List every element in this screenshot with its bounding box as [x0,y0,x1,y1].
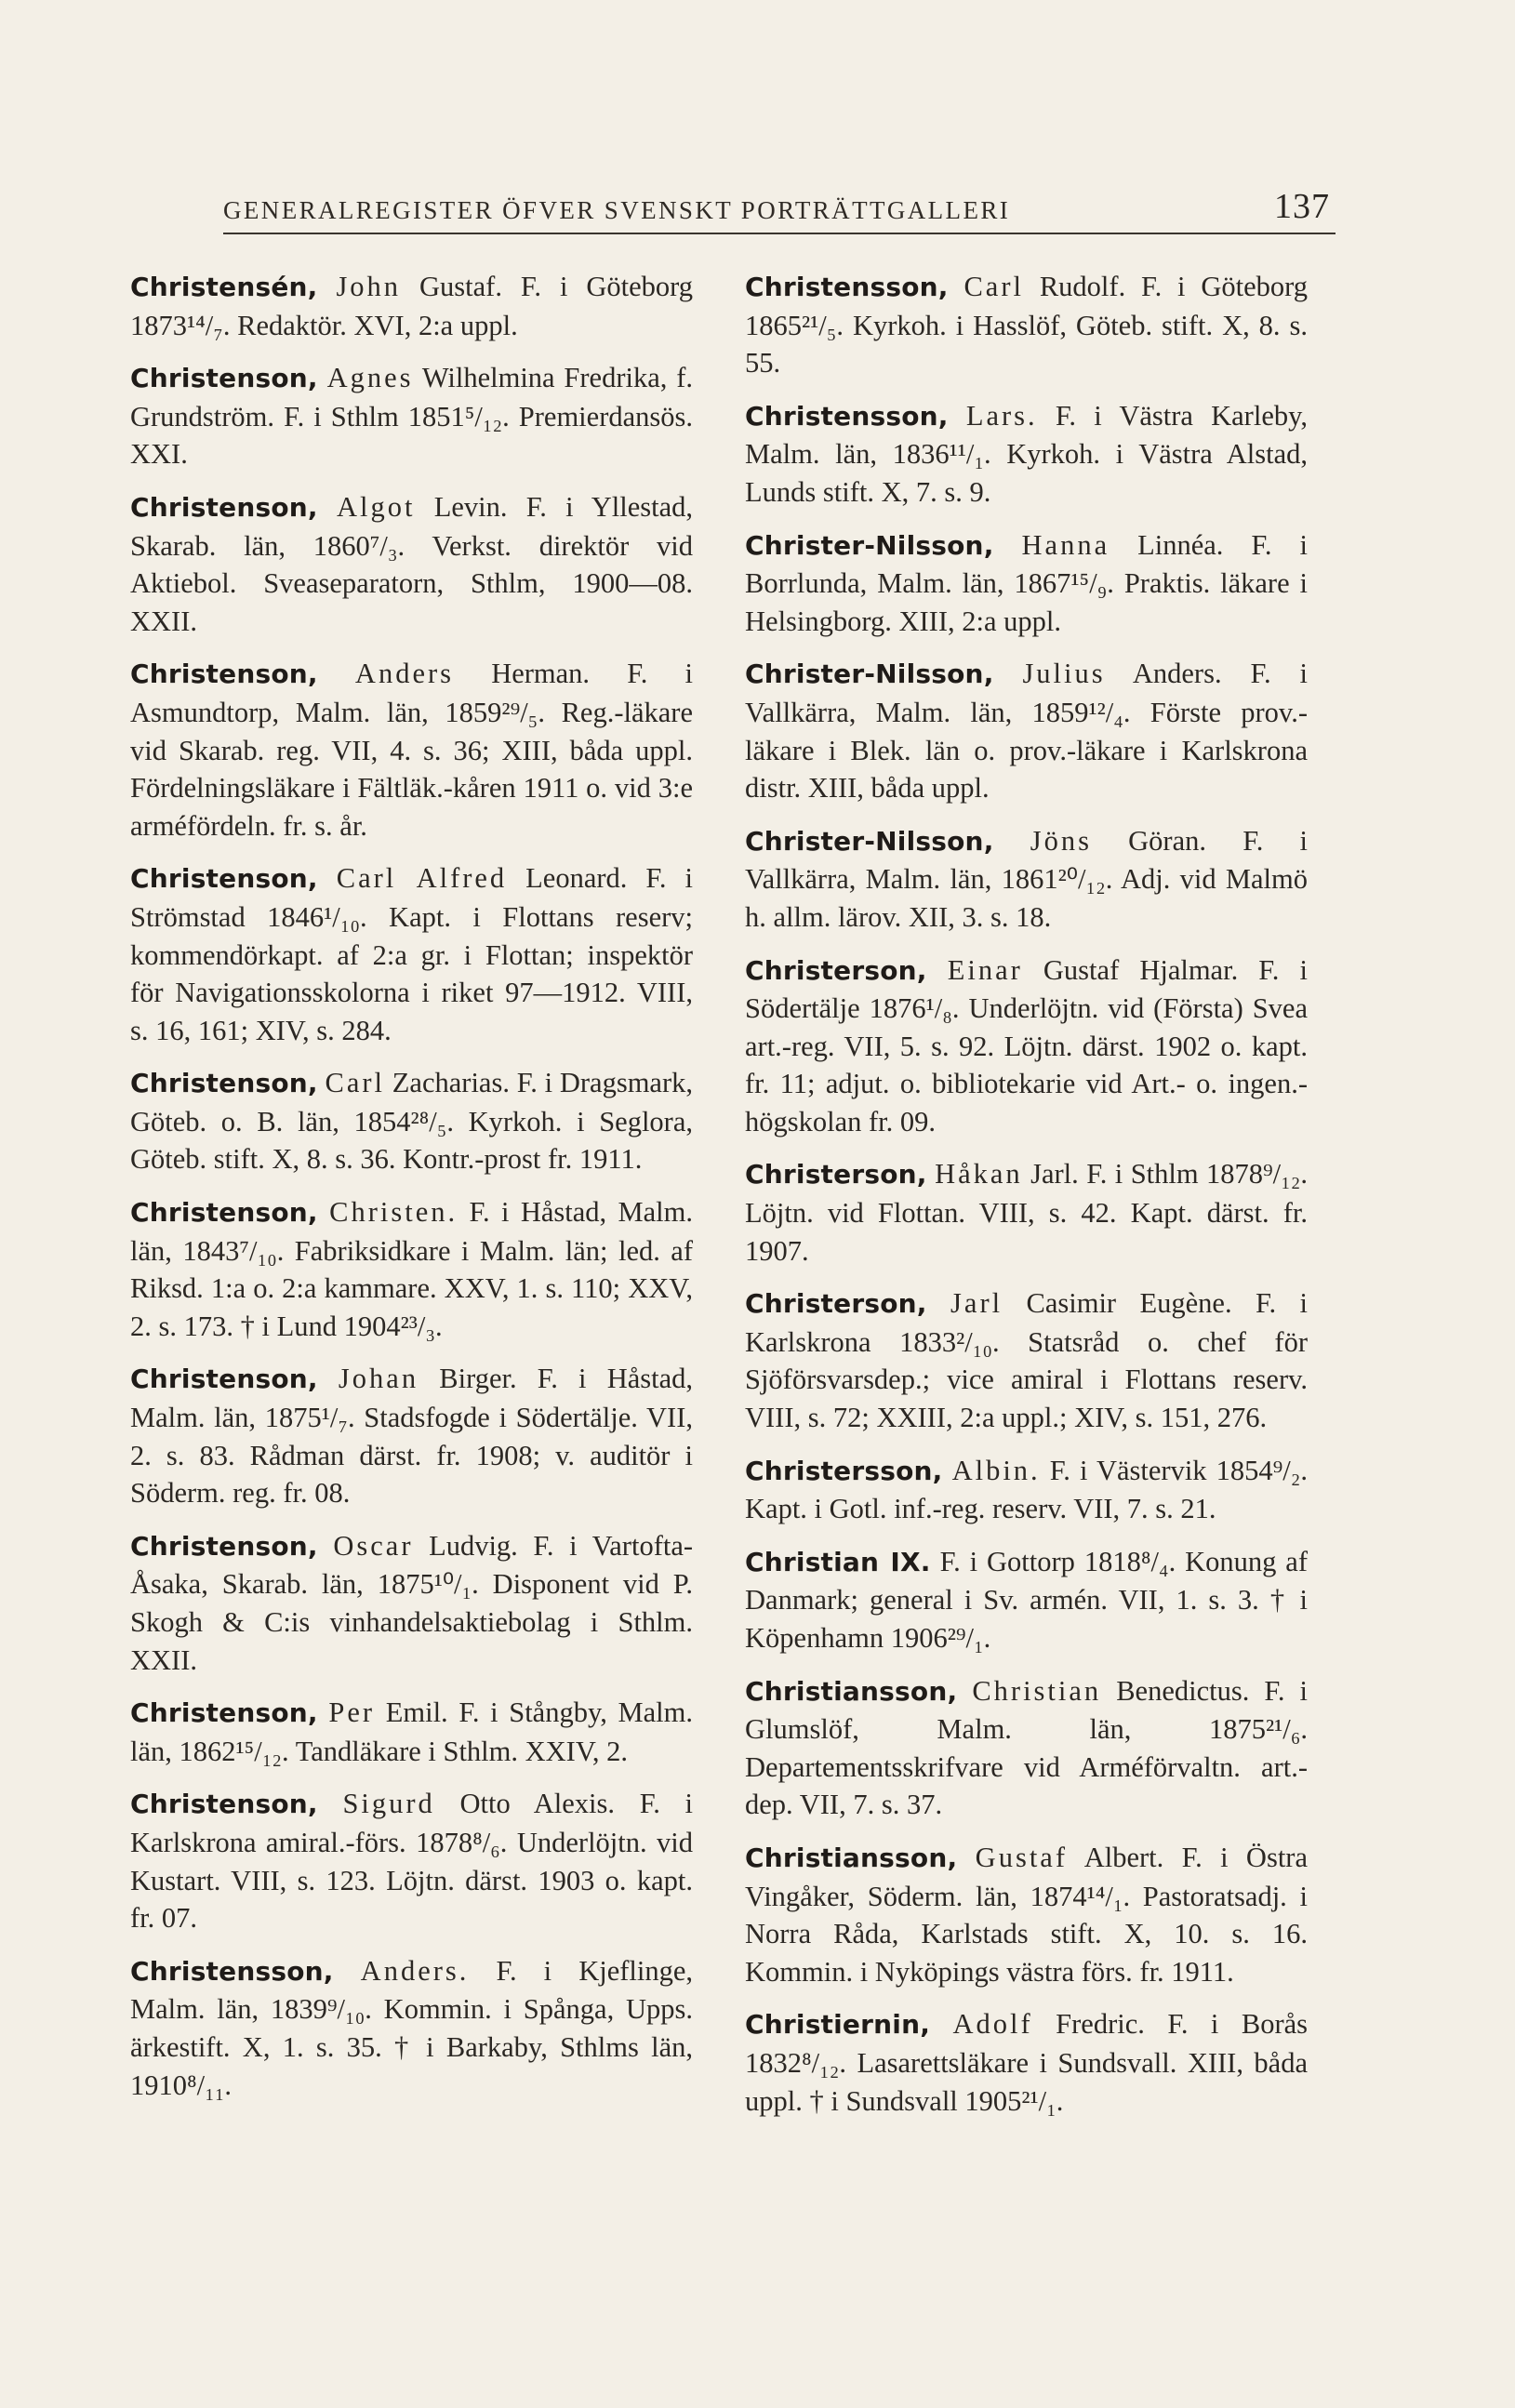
entry-surname: Christiansson, [745,1842,958,1873]
page-number: 137 [1274,187,1330,226]
entry-details: Jarl. F. i Sthlm 1878⁹/₁₂. Löjtn. vid Flottan. VIII, s. 42. Kapt. därst. fr. 1907. [745,1158,1309,1267]
entry-given-name: Carl Alfred [336,862,508,895]
register-entry [745,1452,1308,1528]
register-entry [745,1839,1308,1990]
entry-surname: Christenson, [130,1697,318,1729]
entry-details: F. i Håstad, Malm. län, 1843⁷/₁₀. Fabriksidkare i Malm. län; led. af Riksd. 1:a o. 2:a kammare. XXV, 1. s. 110; XXV, 2. s. 173. † i Lund 1904²³/₃. [130,1196,694,1342]
register-entry [745,655,1308,806]
entry-given-name: Carl [963,271,1024,302]
running-title: GENERALREGISTER ÖFVER SVENSKT PORTRÄTTGALLERI [223,196,1011,224]
entry-surname: Christenson, [130,1789,318,1820]
entry-details: Herman. F. i Asmundtorp, Malm. län, 1859²⁹/₅. Reg.-läkare vid Skarab. reg. VII, 4. s. 36; XIII, båda uppl. Fördelningsläkare i Fältläk.-kåren 1911 o. vid 3:e arméfördeln. fr. s. år. [130,658,693,842]
entry-given-name: John [336,271,402,302]
entry-given-name: Oscar [333,1529,414,1562]
entry-details: F. i Västervik 1854⁹/₂. Kapt. i Gotl. inf.-reg. reserv. VII, 7. s. 21. [745,1454,1308,1525]
entry-given-name: Håkan [935,1158,1023,1191]
entry-given-name: Gustaf [975,1841,1068,1873]
entry-given-name: Christen. [329,1196,458,1229]
entry-details: Birger. F. i Håstad, Malm. län, 1875¹/₇. Stadsfogde i Södertälje. VII, 2. s. 83. Rådman därst. fr. 1908; v. auditör i Söderm. reg. fr. 08. [130,1363,694,1510]
register-entry [130,1952,693,2104]
register-entry [130,1785,693,1936]
entry-details: Benedictus. F. i Glumslöf, Malm. län, 1875²¹/₆. Departementsskrifvare vid Arméförvaltn. art.-dep. VII, 7. s. 37. [745,1674,1308,1821]
register-entry [745,822,1308,937]
register-entry [130,655,693,845]
entry-surname: Christerson, [745,1159,927,1191]
entry-details: Fredric. F. i Borås 1832⁸/₁₂. Lasarettsläkare i Sundsvall. XIII, båda uppl. † i Sundsvall 1905²¹/₁. [745,2008,1309,2117]
register-entry [130,859,693,1049]
register-entry [745,1155,1308,1270]
entry-surname: Christenson, [130,1068,318,1099]
entry-surname: Christerson, [745,1288,927,1320]
entry-details: F. i Västra Karleby, Malm. län, 1836¹¹/₁. Kyrkoh. i Västra Alstad, Lunds stift. X, 7. s. 9. [745,399,1308,508]
entry-surname: Christenson, [130,1530,318,1562]
entry-given-name: Sigurd [342,1788,435,1820]
entry-given-name: Agnes [326,362,414,394]
entry-surname: Christer-Nilsson, [745,825,994,857]
entry-surname: Christian IX. [745,1546,931,1577]
entry-given-name: Lars. [965,399,1038,432]
entry-details: Otto Alexis. F. i Karlskrona amiral.-förs. 1878⁸/₆. Underlöjtn. vid Kustart. VIII, s. 123. Löjtn. därst. 1903 o. kapt. fr. 07. [130,1788,694,1935]
entry-surname: Christenson, [130,1197,318,1229]
entry-given-name: Christian [972,1674,1102,1707]
entry-surname: Christenson, [130,363,318,394]
entry-surname: Christenson, [130,659,318,690]
entry-details: F. i Gottorp 1818⁸/₄. Konung af Danmark; general i Sv. armén. VII, 1. s. 3. † i Köpenhamn 1906²⁹/₁. [745,1545,1309,1654]
entry-details: Gustaf Hjalmar. F. i Södertälje 1876¹/₈. Underlöjtn. vid (Första) Svea art.-reg. VII, 5. s. 92. Löjtn. därst. 1902 o. kapt. fr. 11; adjut. o. bibliotekarie vid Art.- o. ingen.-högskolan fr. 09. [745,953,1309,1137]
right-column [745,268,1308,2135]
register-entry [745,268,1308,382]
register-entry [130,268,693,344]
entry-details: Levin. F. i Yllestad, Skarab. län, 1860⁷/₃. Verkst. direktör vid Aktiebol. Sveaseparatorn, Sthlm, 1900—08. XXII. [130,490,693,637]
entry-details: Leonard. F. i Strömstad 1846¹/₁₀. Kapt. i Flottans reserv; kommendörkapt. af 2:a gr. i Flottan; inspektör för Navigationsskolorna i riket 97—1912. VIII, s. 16, 161; XIV, s. 284. [130,862,694,1046]
entry-details: Casimir Eugène. F. i Karlskrona 1833²/₁₀. Statsråd o. chef för Sjöförsvarsdep.; vice amiral i Flottans reserv. VIII, s. 72; XXIII, 2:a uppl.; XIV, s. 151, 276. [745,1287,1309,1434]
entry-surname: Christerson, [745,954,927,986]
register-entry [745,2005,1308,2120]
entry-given-name: Einar [947,953,1023,986]
entry-details: Rudolf. F. i Göteborg 1865²¹/₅. Kyrkoh. i Hasslöf, Göteb. stift. X, 8. s. 55. [745,271,1309,379]
entry-details: Ludvig. F. i Vartofta-Åsaka, Skarab. län, 1875¹⁰/₁. Disponent vid P. Skogh & C:is vinhandelsaktiebolag i Sthlm. XXII. [130,1529,694,1676]
entry-details: Göran. F. i Vallkärra, Malm. län, 1861²⁰/₁₂. Adj. vid Malmö h. allm. lärov. XII, 3. s. 18. [745,824,1308,933]
entry-given-name: Anders [354,658,455,690]
page-header [223,182,1336,234]
register-entry [130,1064,693,1178]
entry-surname: Christensson, [745,400,949,432]
entry-surname: Christensson, [745,272,949,302]
entry-given-name: Julius [1022,658,1106,690]
entry-surname: Christiansson, [745,1675,958,1707]
entry-given-name: Adolf [952,2008,1033,2041]
entry-surname: Christenson, [130,491,318,523]
entry-details: Albert. F. i Östra Vingåker, Söderm. län, 1874¹⁴/₁. Pastoratsadj. i Norra Råda, Karlstads stift. X, 10. s. 16. Kommin. i Nyköpings västra förs. fr. 1911. [745,1841,1308,1988]
entry-given-name: Carl [325,1067,386,1099]
register-entry [745,526,1308,641]
entry-given-name: Albin. [951,1454,1041,1486]
register-entry [745,951,1308,1141]
entry-surname: Christer-Nilsson, [745,529,994,561]
register-entry [130,359,693,473]
entry-given-name: Hanna [1021,528,1110,561]
register-entry [130,1193,693,1345]
entry-surname: Christenson, [130,863,318,895]
entry-details: Gustaf. F. i Göteborg 1873¹⁴/₇. Redaktör. XVI, 2:a uppl. [130,271,694,341]
entry-details: Wilhelmina Fredrika, f. Grundström. F. i Sthlm 1851⁵/₁₂. Premierdansös. XXI. [130,362,693,471]
register-entry [745,1284,1308,1436]
entry-surname: Christiernin, [745,2009,931,2041]
entry-details: Linnéa. F. i Borrlunda, Malm. län, 1867¹⁵/₉. Praktis. läkare i Helsingborg. XIII, 2:a uppl. [745,528,1308,637]
entry-details: Anders. F. i Vallkärra, Malm. län, 1859¹²/₄. Förste prov.-läkare i Blek. län o. prov.-läkare i Karlskrona distr. XIII, båda uppl. [745,658,1308,805]
entry-given-name: Jöns [1030,824,1092,857]
register-entry [130,1694,693,1770]
register-entry [745,1672,1308,1824]
entry-details: Emil. F. i Stångby, Malm. län, 1862¹⁵/₁₂. Tandläkare i Sthlm. XXIV, 2. [130,1696,693,1767]
entry-given-name: Anders. [360,1954,470,1987]
entry-details: F. i Kjeflinge, Malm. län, 1839⁹/₁₀. Kommin. i Spånga, Upps. ärkestift. X, 1. s. 35. † i Barkaby, Sthlms län, 1910⁸/₁₁. [130,1954,693,2101]
entry-given-name: Per [328,1696,376,1729]
entry-surname: Christenson, [130,1364,318,1395]
entry-given-name: Johan [338,1363,419,1395]
entry-surname: Christensén, [130,272,318,302]
entry-surname: Christersson, [745,1455,943,1486]
register-entry [130,1527,693,1679]
register-entry [745,1543,1308,1657]
entry-given-name: Jarl [950,1287,1003,1320]
register-entry [130,488,693,640]
entry-surname: Christensson, [130,1955,334,1987]
left-column [130,268,693,2119]
entry-details: Zacharias. F. i Dragsmark, Göteb. o. B. län, 1854²⁸/₅. Kyrkoh. i Seglora, Göteb. stift. X, 8. s. 36. Kontr.-prost fr. 1911. [130,1067,693,1176]
entry-surname: Christer-Nilsson, [745,659,994,690]
register-entry [130,1360,693,1511]
register-entry [745,397,1308,512]
entry-given-name: Algot [337,490,416,523]
